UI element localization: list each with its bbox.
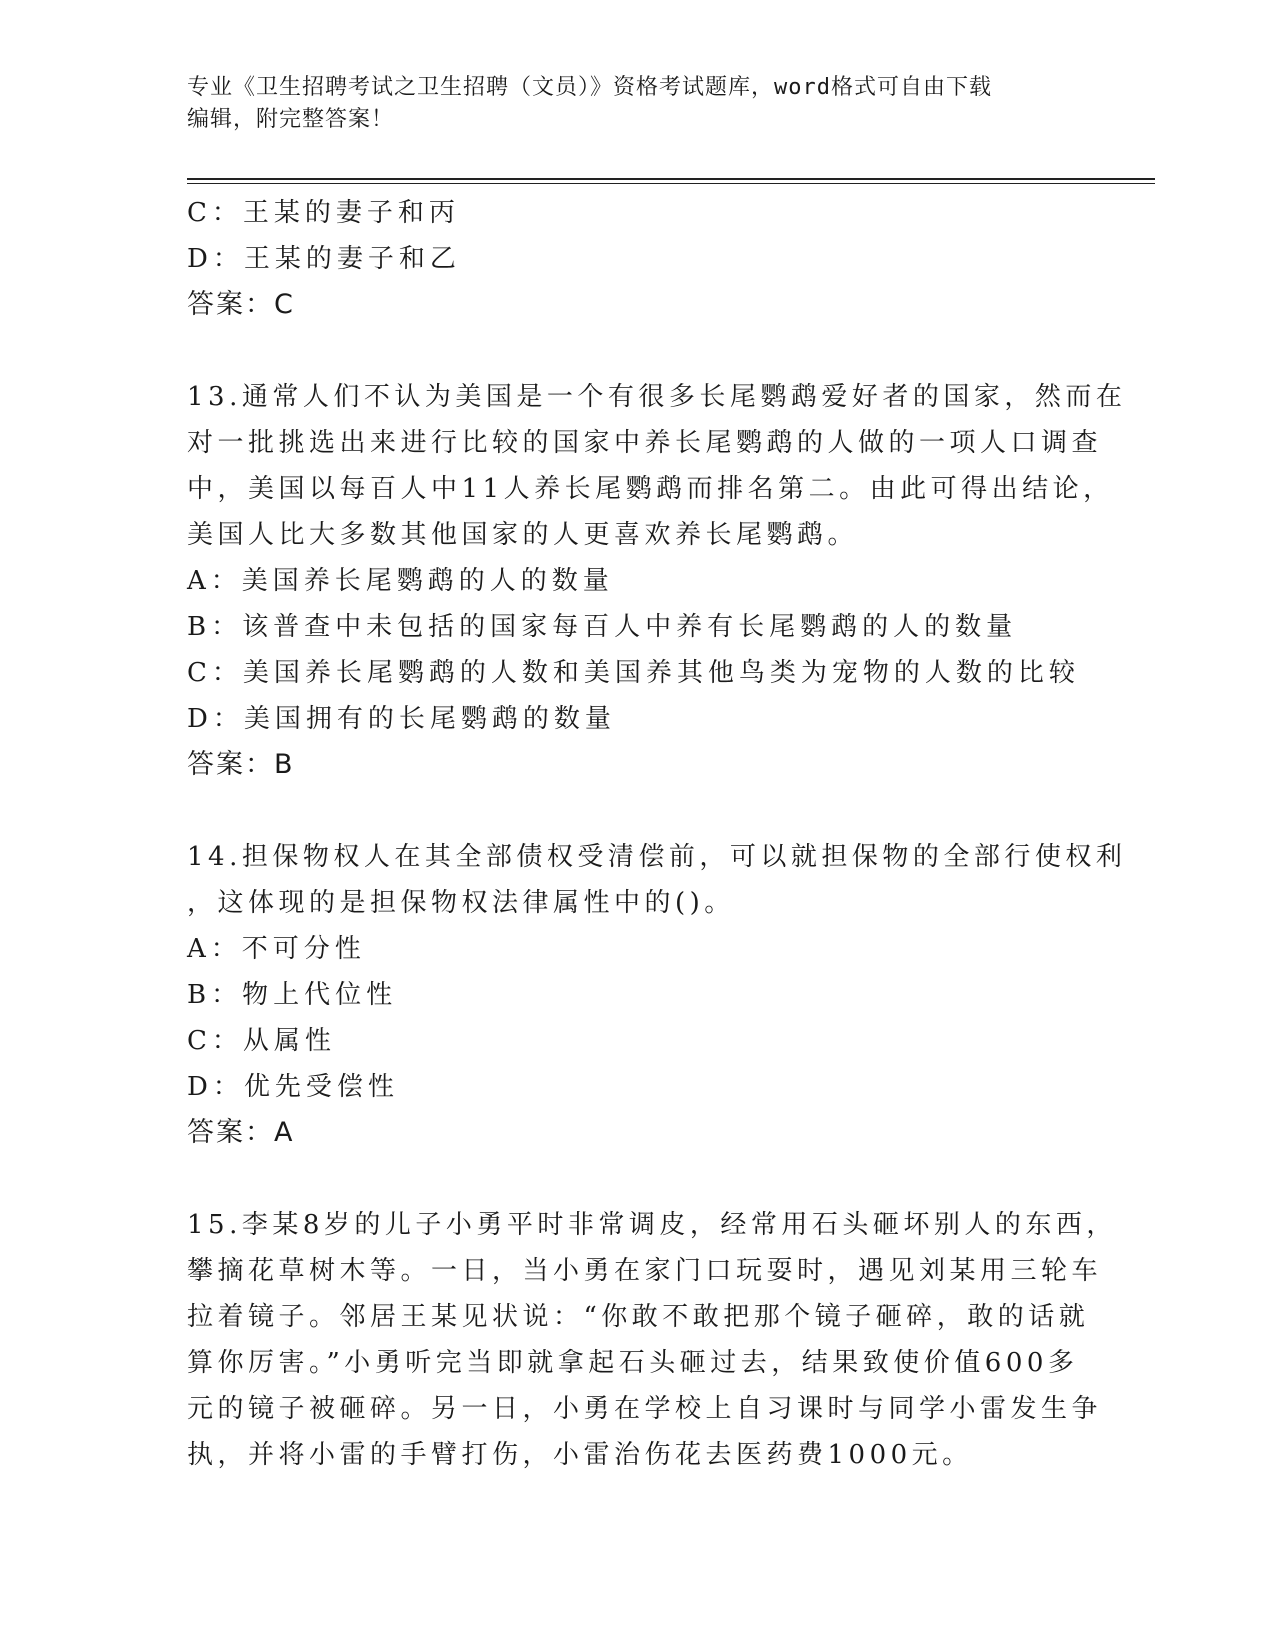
option-c: C：从属性 [187,1026,336,1056]
question-15 [187,1202,1117,1478]
spacer [187,1156,1087,1202]
stem-line: 13.通常人们不认为美国是一个有很多长尾鹦鹉爱好者的国家，然而在 [187,382,1127,412]
stem-line: ，这体现的是担保物权法律属性中的()。 [187,888,735,918]
spacer [187,328,1087,374]
question-stem [187,1202,1117,1478]
option-d: D：王某的妻子和乙 [187,244,461,274]
stem-line: 算你厉害。”小勇听完当即就拿起石头砸过去，结果致使价值600多 [187,1348,1079,1378]
question-14 [187,834,1127,1156]
stem-line: 执，并将小雷的手臂打伤，小雷治伤花去医药费1000元。 [187,1440,973,1470]
answer-line: 答案：A [187,1117,295,1148]
question-stem [187,374,1127,558]
header-divider-thick [187,178,1155,180]
option-a: A：美国养长尾鹦鹉的人的数量 [187,566,614,596]
stem-line: 拉着镜子。邻居王某见状说：“你敢不敢把那个镜子砸碎，敢的话就 [187,1302,1090,1332]
question-13 [187,374,1127,788]
question-stem [187,834,1127,926]
option-d: D：美国拥有的长尾鹦鹉的数量 [187,704,616,734]
option-a: A：不可分性 [187,934,366,964]
stem-line: 元的镜子被砸碎。另一日，小勇在学校上自习课时与同学小雷发生争 [187,1394,1103,1424]
spacer [187,788,1087,834]
header-line-2: 编辑，附完整答案！ [187,107,395,132]
option-d: D：优先受偿性 [187,1072,399,1102]
stem-line: 对一批挑选出来进行比较的国家中养长尾鹦鹉的人做的一项人口调查 [187,428,1103,458]
answer-line: 答案：C [187,289,295,320]
stem-line: 美国人比大多数其他国家的人更喜欢养长尾鹦鹉。 [187,520,859,550]
option-c: C：王某的妻子和丙 [187,198,460,228]
stem-line: 14.担保物权人在其全部债权受清偿前，可以就担保物的全部行使权利 [187,842,1127,872]
stem-line: 中，美国以每百人中11人养长尾鹦鹉而排名第二。由此可得出结论， [187,474,1114,504]
header-line-1: 专业《卫生招聘考试之卫生招聘（文员）》资格考试题库，word格式可自由下载 [187,75,992,100]
header-divider-thin [187,183,1155,184]
option-b: B：物上代位性 [187,980,398,1010]
option-c: C：美国养长尾鹦鹉的人数和美国养其他鸟类为宠物的人数的比较 [187,658,1080,688]
answer-line: 答案：B [187,749,295,780]
option-b: B：该普查中未包括的国家每百人中养有长尾鹦鹉的人的数量 [187,612,1018,642]
stem-line: 攀摘花草树木等。一日，当小勇在家门口玩耍时，遇见刘某用三轮车 [187,1256,1103,1286]
document-body [187,190,1127,1478]
document-header [187,72,1087,136]
previous-question-tail [187,190,1087,328]
stem-line: 15.李某8岁的儿子小勇平时非常调皮，经常用石头砸坏别人的东西， [187,1210,1117,1240]
